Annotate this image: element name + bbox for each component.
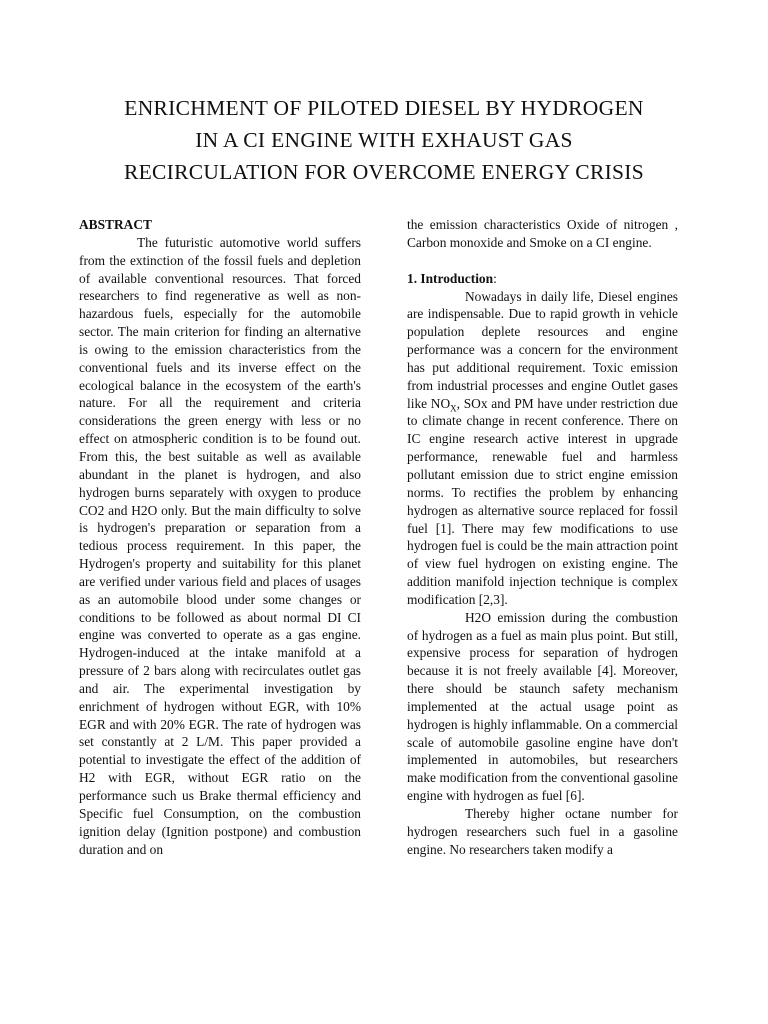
intro-para1-part-a: Nowadays in daily life, Diesel engines are indispensable. Due to rapid growth in vehicle population deplete resources and engine performance was a concern for the environment has put additional requirement. Toxic emission from industrial processes and engine Outlet gases like NO <box>407 288 678 411</box>
introduction-paragraph-3: Thereby higher octane number for hydrogen researchers such fuel in a gasoline engine. No researchers taken modify a <box>407 806 678 857</box>
right-column <box>407 216 678 859</box>
abstract-text: The futuristic automotive world suffers from the extinction of the fossil fuels and depletion of available conventional resources. That forced researchers to find regenerative as well as non-hazardous fuels, especially for the automobile sector. The main criterion for finding an alternative is owing to the emission characteristics from the conventional fuels and its inverse effect on the ecological balance in the ecosystem of the earth's nature. For all the requirement and criteria considerations the green energy with less or no effect on atmospheric condition is to be found out. From this, the best suitable as well as available abundant in the planet is hydrogen, and also hydrogen burns separately with oxygen to produce CO2 and H2O only. But the main difficulty to solve is hydrogen's preparation or separation from a tedious process requirement. In this paper, the Hydrogen's property and suitability for this planet are verified under various field and places of usages as an automobile blood under some changes or conditions to be followed as about normal DI CI engine was converted to operate as a gas engine. Hydrogen-induced at the intake manifold at a pressure of 2 bars along with recirculates outlet gas and air. The experimental investigation by enrichment of hydrogen without EGR, with 10% EGR and with 20% EGR. The rate of hydrogen was set constantly at 2 L/M. This paper provided a potential to investigate the effect of the addition of H2 with EGR, without EGR ratio on the performance such us Brake thermal efficiency and Specific fuel Consumption, on the combustion ignition delay (Ignition postpone) and combustion duration and on <box>79 234 361 857</box>
title-line-1: ENRICHMENT OF PILOTED DIESEL BY HYDROGEN <box>124 96 644 120</box>
paper-title <box>60 92 708 188</box>
introduction-heading-line <box>407 270 678 288</box>
introduction-paragraph-1 <box>407 288 678 609</box>
abstract-heading: ABSTRACT <box>79 217 152 232</box>
title-line-2: IN A CI ENGINE WITH EXHAUST GAS <box>195 128 573 152</box>
introduction-heading: 1. Introduction <box>407 270 494 286</box>
left-column <box>79 216 361 858</box>
introduction-heading-colon: : <box>493 270 497 286</box>
nox-subscript: X <box>450 403 457 414</box>
abstract-continuation: the emission characteristics Oxide of nitrogen , Carbon monoxide and Smoke on a CI engine. <box>407 217 678 250</box>
introduction-paragraph-2: H2O emission during the combustion of hydrogen as a fuel as main plus point. But still, expensive process for separation of hydrogen because it is not freely available [4]. Moreover, there should be staunch safety mechanism implemented at the actual usage point as hydrogen is highly inflammable. On a commercial scale of automobile gasoline engine have don't implemented in automobiles, but researchers make modification from the conventional gasoline engine with hydrogen as fuel [6]. <box>407 609 678 804</box>
intro-para1-part-b: , SOx and PM have under restriction due to climate change in recent conference. There on IC engine research active interest in upgrade performance, renewable fuel and harmless pollutant emission due to strict engine emission norms. To rectifies the problem by enhancing hydrogen as alternative source replaced for fossil fuel [1]. There may few modifications to use hydrogen fuel is could be the main attraction point of view fuel hydrogen on existing engine. The addition manifold injection technique is complex modification [2,3]. <box>407 395 678 607</box>
title-line-3: RECIRCULATION FOR OVERCOME ENERGY CRISIS <box>123 160 645 184</box>
